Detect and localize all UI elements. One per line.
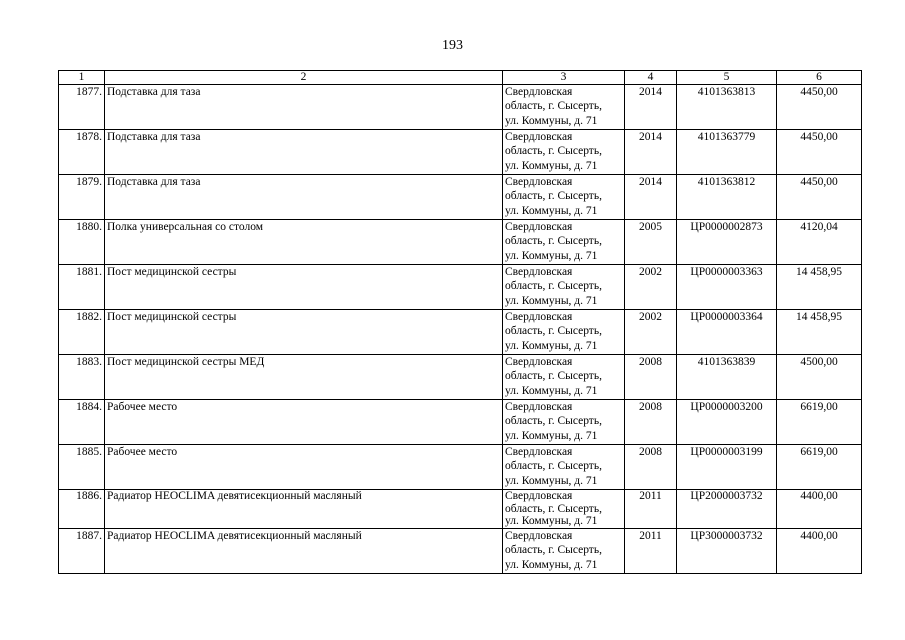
row-number: 1881. xyxy=(59,265,105,310)
inventory-number: 4101363779 xyxy=(677,130,777,175)
inventory-number: ЦР0000002873 xyxy=(677,220,777,265)
address-line: Свердловская xyxy=(505,311,573,323)
item-address xyxy=(503,130,625,175)
row-number: 1886. xyxy=(59,490,105,529)
address-line: ул. Коммуны, д. 71 xyxy=(505,429,598,442)
address-line: область, г. Сысерть, xyxy=(505,544,602,557)
item-year: 2002 xyxy=(625,265,677,310)
inventory-number: 4101363839 xyxy=(677,355,777,400)
row-number: 1885. xyxy=(59,445,105,490)
table-row xyxy=(59,265,862,310)
address-line: Свердловская xyxy=(505,401,573,413)
item-year: 2014 xyxy=(625,85,677,130)
item-address xyxy=(503,355,625,400)
item-address xyxy=(503,445,625,490)
item-year: 2002 xyxy=(625,310,677,355)
item-year: 2008 xyxy=(625,355,677,400)
address-line: область, г. Сысерть, xyxy=(505,460,602,473)
item-name: Подставка для таза xyxy=(105,85,503,130)
address-line: ул. Коммуны, д. 71 xyxy=(505,339,598,352)
table-row xyxy=(59,529,862,574)
item-address xyxy=(503,400,625,445)
address-line: Свердловская xyxy=(505,176,573,188)
item-cost: 4120,04 xyxy=(777,220,862,265)
table-row xyxy=(59,85,862,130)
item-year: 2005 xyxy=(625,220,677,265)
address-line: область, г. Сысерть, xyxy=(505,100,602,113)
column-number-header-row xyxy=(59,71,862,85)
item-cost: 6619,00 xyxy=(777,445,862,490)
item-address xyxy=(503,265,625,310)
row-number: 1884. xyxy=(59,400,105,445)
item-year: 2014 xyxy=(625,175,677,220)
inventory-number: ЦР0000003364 xyxy=(677,310,777,355)
address-line: область, г. Сысерть, xyxy=(505,370,602,383)
property-registry-table xyxy=(58,70,862,574)
address-line: Свердловская xyxy=(505,530,573,542)
item-name: Рабочее место xyxy=(105,400,503,445)
item-cost: 4450,00 xyxy=(777,85,862,130)
address-line: ул. Коммуны, д. 71 xyxy=(505,558,598,571)
item-address xyxy=(503,220,625,265)
address-line: ул. Коммуны, д. 71 xyxy=(505,249,598,262)
address-line: ул. Коммуны, д. 71 xyxy=(505,384,598,397)
item-year: 2008 xyxy=(625,400,677,445)
item-address xyxy=(503,175,625,220)
item-name: Пост медицинской сестры xyxy=(105,310,503,355)
item-cost: 6619,00 xyxy=(777,400,862,445)
item-cost: 4500,00 xyxy=(777,355,862,400)
row-number: 1882. xyxy=(59,310,105,355)
item-address xyxy=(503,310,625,355)
address-line: область, г. Сысерть, xyxy=(505,325,602,338)
address-line: ул. Коммуны, д. 71 xyxy=(505,159,598,172)
table-row xyxy=(59,130,862,175)
column-header: 6 xyxy=(777,71,862,85)
item-address xyxy=(503,529,625,574)
item-name: Пост медицинской сестры МЕД xyxy=(105,355,503,400)
table-row xyxy=(59,220,862,265)
row-number: 1878. xyxy=(59,130,105,175)
item-cost: 4400,00 xyxy=(777,490,862,529)
row-number: 1887. xyxy=(59,529,105,574)
item-year: 2011 xyxy=(625,529,677,574)
item-name: Подставка для таза xyxy=(105,130,503,175)
item-cost: 14 458,95 xyxy=(777,265,862,310)
item-name: Рабочее место xyxy=(105,445,503,490)
column-header: 1 xyxy=(59,71,105,85)
address-line: область, г. Сысерть, xyxy=(505,280,602,293)
address-line: область, г. Сысерть, xyxy=(505,502,602,515)
column-header: 3 xyxy=(503,71,625,85)
inventory-number: 4101363812 xyxy=(677,175,777,220)
table-row xyxy=(59,490,862,529)
address-line: Свердловская xyxy=(505,221,573,233)
item-name: Полка универсальная со столом xyxy=(105,220,503,265)
table-row xyxy=(59,355,862,400)
item-address xyxy=(503,490,625,529)
inventory-number: ЦР0000003199 xyxy=(677,445,777,490)
address-line: ул. Коммуны, д. 71 xyxy=(505,204,598,217)
table-row xyxy=(59,310,862,355)
address-line: Свердловская xyxy=(505,490,573,502)
row-number: 1877. xyxy=(59,85,105,130)
row-number: 1880. xyxy=(59,220,105,265)
address-line: ул. Коммуны, д. 71 xyxy=(505,515,598,527)
address-line: область, г. Сысерть, xyxy=(505,145,602,158)
item-name: Пост медицинской сестры xyxy=(105,265,503,310)
inventory-number: ЦР3000003732 xyxy=(677,529,777,574)
address-line: Свердловская xyxy=(505,266,573,278)
table-row xyxy=(59,400,862,445)
item-name: Радиатор НЕОCLIMA девятисекционный масляный xyxy=(105,529,503,574)
item-name: Радиатор НЕОCLIMA девятисекционный масляный xyxy=(105,490,503,529)
address-line: Свердловская xyxy=(505,86,573,98)
row-number: 1883. xyxy=(59,355,105,400)
address-line: ул. Коммуны, д. 71 xyxy=(505,294,598,307)
column-header: 5 xyxy=(677,71,777,85)
inventory-number: ЦР2000003732 xyxy=(677,490,777,529)
item-cost: 4450,00 xyxy=(777,175,862,220)
column-header: 4 xyxy=(625,71,677,85)
address-line: Свердловская xyxy=(505,446,573,458)
item-cost: 4450,00 xyxy=(777,130,862,175)
address-line: область, г. Сысерть, xyxy=(505,190,602,203)
row-number: 1879. xyxy=(59,175,105,220)
inventory-number: ЦР0000003200 xyxy=(677,400,777,445)
item-address xyxy=(503,85,625,130)
inventory-number: 4101363813 xyxy=(677,85,777,130)
address-line: область, г. Сысерть, xyxy=(505,235,602,248)
table-row xyxy=(59,175,862,220)
column-header: 2 xyxy=(105,71,503,85)
table-row xyxy=(59,445,862,490)
item-year: 2011 xyxy=(625,490,677,529)
item-year: 2014 xyxy=(625,130,677,175)
page-number: 193 xyxy=(442,38,463,53)
address-line: область, г. Сысерть, xyxy=(505,415,602,428)
item-cost: 4400,00 xyxy=(777,529,862,574)
item-year: 2008 xyxy=(625,445,677,490)
inventory-number: ЦР0000003363 xyxy=(677,265,777,310)
item-cost: 14 458,95 xyxy=(777,310,862,355)
address-line: ул. Коммуны, д. 71 xyxy=(505,474,598,487)
item-name: Подставка для таза xyxy=(105,175,503,220)
address-line: Свердловская xyxy=(505,131,573,143)
address-line: Свердловская xyxy=(505,356,573,368)
address-line: ул. Коммуны, д. 71 xyxy=(505,114,598,127)
